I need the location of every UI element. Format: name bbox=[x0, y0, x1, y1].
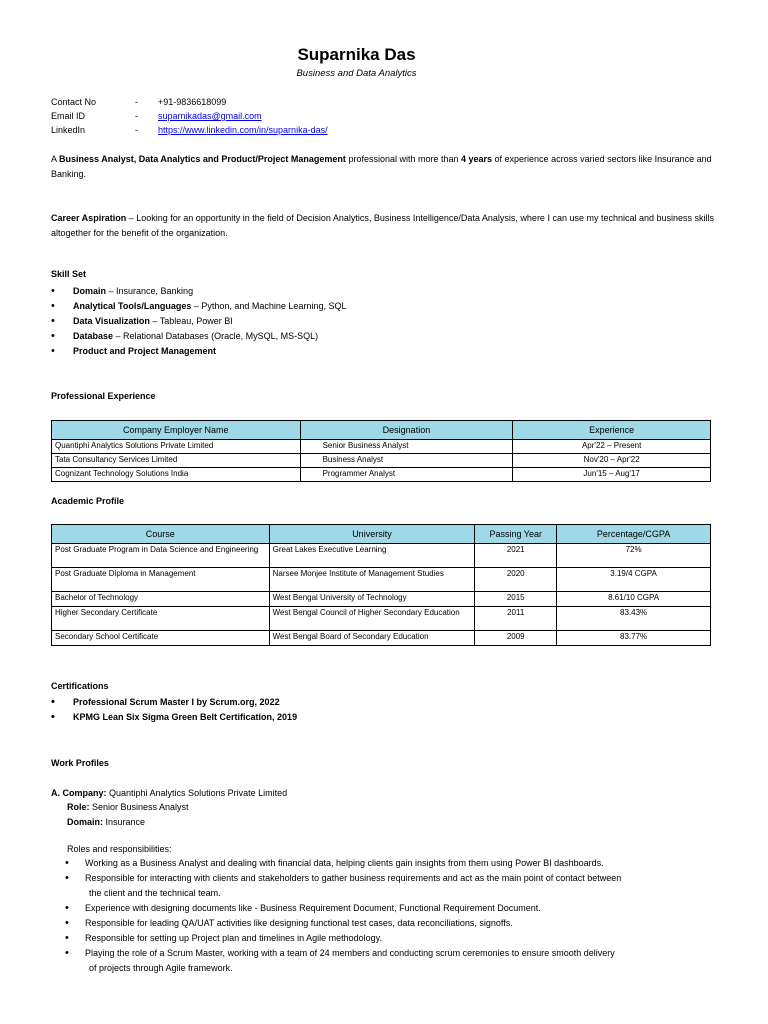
career-aspiration-text: – Looking for an opportunity in the field of Decision Analytics, Business Intelligence/Data Analysis, where I can use my technical and business skills altogether for the benefit of the organization. bbox=[51, 213, 715, 238]
role-value: Senior Business Analyst bbox=[89, 802, 189, 812]
table-cell: Tata Consultancy Services Limited bbox=[52, 454, 301, 468]
responsibility-text: Experience with designing documents like - Business Requirement Document, Functional Requirement Document. bbox=[85, 903, 541, 913]
linkedin-link[interactable]: https://www.linkedin.com/in/suparnika-das/ bbox=[158, 125, 328, 135]
certifications-title: Certifications bbox=[51, 681, 109, 691]
summary-text: professional with more than bbox=[345, 154, 461, 164]
skills-title: Skill Set bbox=[51, 269, 87, 279]
table-cell: 8.61/10 CGPA bbox=[557, 592, 711, 607]
table-cell: Post Graduate Program in Data Science and Engineering bbox=[52, 544, 270, 568]
table-cell: Cognizant Technology Solutions India bbox=[52, 468, 301, 482]
table-row bbox=[52, 568, 711, 592]
table-cell: 2015 bbox=[475, 592, 557, 607]
table-cell: Great Lakes Executive Learning bbox=[269, 544, 475, 568]
list-item bbox=[51, 901, 721, 916]
table-cell: 3.19/4 CGPA bbox=[557, 568, 711, 592]
list-item bbox=[51, 856, 721, 871]
skills-list bbox=[51, 284, 346, 359]
table-row bbox=[52, 592, 711, 607]
table-cell: West Bengal University of Technology bbox=[269, 592, 475, 607]
list-item bbox=[51, 946, 721, 976]
table-cell: Post Graduate Diploma in Management bbox=[52, 568, 270, 592]
responsibility-text: Responsible for interacting with clients and stakeholders to gather business requirements and act as the main point of contact between bbox=[85, 873, 622, 883]
responsibility-text: Playing the role of a Scrum Master, working with a team of 24 members and conducting scrum ceremonies to ensure smooth delivery bbox=[85, 948, 615, 958]
table-cell: Senior Business Analyst bbox=[300, 440, 513, 454]
candidate-name: Suparnika Das bbox=[297, 45, 416, 64]
column-header: Percentage/CGPA bbox=[557, 525, 711, 544]
table-cell: Narsee Monjee Institute of Management Studies bbox=[269, 568, 475, 592]
contact-separator: - bbox=[135, 111, 138, 121]
table-cell: 83.43% bbox=[557, 607, 711, 631]
skill-label: Data Visualization bbox=[73, 316, 150, 326]
responsibility-text: Responsible for setting up Project plan and timelines in Agile methodology. bbox=[85, 933, 383, 943]
summary-bold-text: Business Analyst, Data Analytics and Product/Project Management bbox=[59, 154, 346, 164]
skill-label: Analytical Tools/Languages bbox=[73, 301, 192, 311]
skill-value: – Python, and Machine Learning, SQL bbox=[191, 301, 347, 311]
skill-label: Database bbox=[73, 331, 114, 341]
table-cell: West Bengal Board of Secondary Education bbox=[269, 631, 475, 646]
list-item bbox=[51, 329, 346, 344]
list-item bbox=[51, 916, 721, 931]
list-item bbox=[51, 871, 721, 901]
table-row bbox=[52, 454, 711, 468]
table-cell: Secondary School Certificate bbox=[52, 631, 270, 646]
responsibilities-list bbox=[51, 856, 721, 976]
roles-title: Roles and responsibilities: bbox=[67, 844, 172, 854]
work-domain bbox=[67, 815, 667, 830]
contact-label: Email ID bbox=[51, 111, 86, 121]
table-cell: Quantiphi Analytics Solutions Private Limited bbox=[52, 440, 301, 454]
column-header: Course bbox=[52, 525, 270, 544]
table-row bbox=[52, 631, 711, 646]
contact-separator: - bbox=[135, 125, 138, 135]
summary-text: of experience across varied sectors like Insurance and Banking. bbox=[51, 154, 712, 179]
domain-value: Insurance bbox=[103, 817, 146, 827]
experience-table bbox=[51, 420, 711, 482]
table-cell: 2011 bbox=[475, 607, 557, 631]
column-header: University bbox=[269, 525, 475, 544]
table-row bbox=[52, 607, 711, 631]
table-cell: West Bengal Council of Higher Secondary Education bbox=[269, 607, 475, 631]
table-cell: Bachelor of Technology bbox=[52, 592, 270, 607]
summary-text: A bbox=[51, 154, 60, 164]
table-cell: 2009 bbox=[475, 631, 557, 646]
company-value: Quantiphi Analytics Solutions Private Limited bbox=[106, 788, 288, 798]
table-row bbox=[52, 440, 711, 454]
list-item: • Professional Scrum Master I by Scrum.org, 2022 bbox=[51, 695, 297, 710]
candidate-subtitle: Business and Data Analytics bbox=[296, 68, 417, 79]
work-profiles-title: Work Profiles bbox=[51, 758, 109, 768]
contact-row-email bbox=[51, 109, 451, 123]
experience-title: Professional Experience bbox=[51, 391, 156, 401]
table-header-row bbox=[52, 525, 711, 544]
company-label: A. Company: bbox=[51, 788, 107, 798]
list-item bbox=[51, 931, 721, 946]
column-header: Passing Year bbox=[475, 525, 557, 544]
career-aspiration-paragraph bbox=[51, 211, 716, 241]
work-company bbox=[51, 786, 711, 801]
skill-label: Product and Project Management bbox=[73, 346, 217, 356]
table-cell: Nov'20 – Apr'22 bbox=[513, 454, 711, 468]
role-label: Role: bbox=[67, 802, 90, 812]
list-item bbox=[51, 344, 346, 359]
skill-value: – Tableau, Power BI bbox=[149, 316, 233, 326]
skill-value: – Relational Databases (Oracle, MySQL, MS-SQL) bbox=[113, 331, 319, 341]
list-item bbox=[51, 284, 346, 299]
table-cell: Programmer Analyst bbox=[300, 468, 513, 482]
responsibility-text: Working as a Business Analyst and dealing with financial data, helping clients gain insights from them using Power BI dashboards. bbox=[85, 858, 604, 868]
list-item: • KPMG Lean Six Sigma Green Belt Certification, 2019 bbox=[51, 710, 297, 725]
list-item bbox=[51, 314, 346, 329]
table-cell: 72% bbox=[557, 544, 711, 568]
career-aspiration-label: Career Aspiration bbox=[51, 213, 127, 223]
contact-label: Contact No bbox=[51, 97, 97, 107]
table-row bbox=[52, 544, 711, 568]
skill-label: Domain bbox=[73, 286, 107, 296]
skill-value: – Insurance, Banking bbox=[106, 286, 194, 296]
list-item bbox=[51, 299, 346, 314]
table-row bbox=[52, 468, 711, 482]
contact-separator: - bbox=[135, 97, 138, 107]
column-header: Company Employer Name bbox=[52, 421, 301, 440]
table-cell: 2021 bbox=[475, 544, 557, 568]
work-role bbox=[67, 800, 667, 815]
responsibility-text: the client and the technical team. bbox=[89, 888, 221, 898]
column-header: Designation bbox=[300, 421, 513, 440]
table-header-row bbox=[52, 421, 711, 440]
email-link[interactable]: suparnikadas@gmail.com bbox=[158, 111, 262, 121]
summary-paragraph bbox=[51, 152, 716, 182]
contact-row-phone bbox=[51, 95, 451, 109]
table-cell: Jun'15 – Aug'17 bbox=[513, 468, 711, 482]
table-cell: 83.77% bbox=[557, 631, 711, 646]
table-cell: Business Analyst bbox=[300, 454, 513, 468]
column-header: Experience bbox=[513, 421, 711, 440]
certifications-list bbox=[51, 695, 297, 725]
responsibility-text: of projects through Agile framework. bbox=[89, 963, 233, 973]
academic-table bbox=[51, 524, 711, 646]
domain-label: Domain: bbox=[67, 817, 103, 827]
contact-row-linkedin bbox=[51, 123, 451, 137]
table-cell: 2020 bbox=[475, 568, 557, 592]
academic-title: Academic Profile bbox=[51, 496, 125, 506]
contact-phone-value: +91-9836618099 bbox=[158, 97, 227, 107]
table-cell: Apr'22 – Present bbox=[513, 440, 711, 454]
table-cell: Higher Secondary Certificate bbox=[52, 607, 270, 631]
responsibility-text: Responsible for leading QA/UAT activities like designing functional test cases, data reconciliations, signoffs. bbox=[85, 918, 513, 928]
summary-bold-text: 4 years bbox=[461, 154, 493, 164]
contact-label: LinkedIn bbox=[51, 125, 86, 135]
